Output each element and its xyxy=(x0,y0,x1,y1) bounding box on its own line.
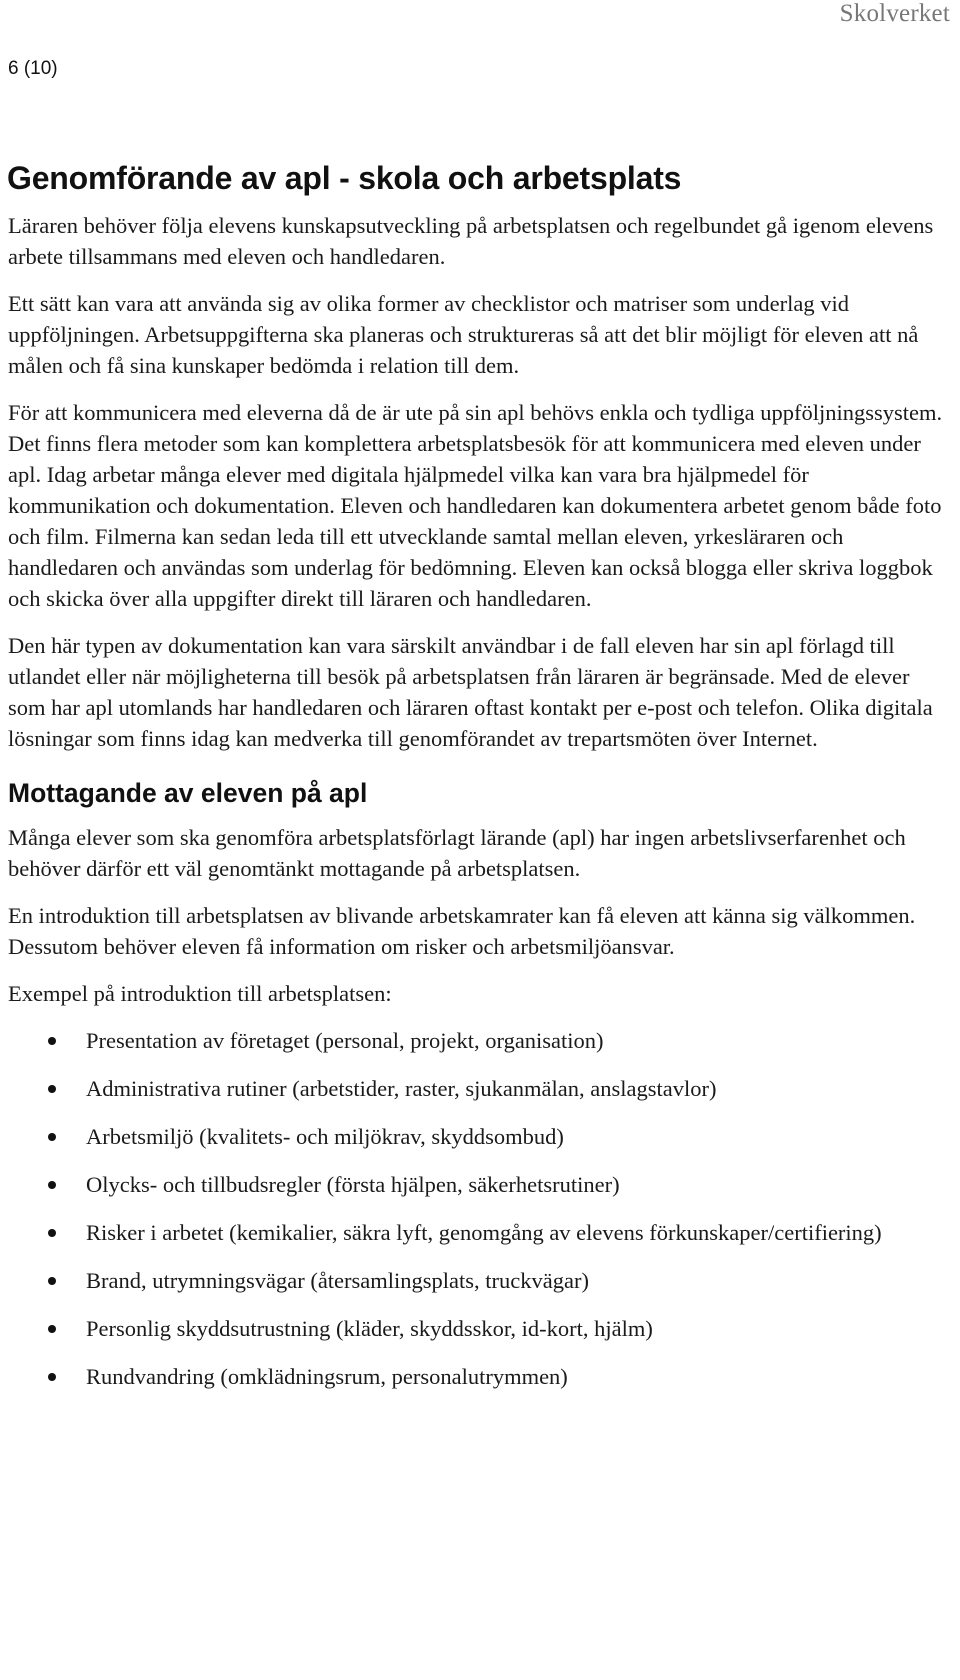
list-item-text: Brand, utrymningsvägar (återsamlingsplats, truckvägar) xyxy=(86,1268,589,1293)
document-body xyxy=(8,210,943,1409)
bullet-icon xyxy=(48,1325,56,1333)
bullet-icon xyxy=(48,1277,56,1285)
list-item xyxy=(8,1025,943,1056)
page-number: 6 (10) xyxy=(8,58,58,79)
paragraph: För att kommunicera med eleverna då de är ute på sin apl behövs enkla och tydliga uppföljningssystem. Det finns flera metoder som kan komplettera arbetsplatsbesök för att kommunicera med eleven under apl. Idag arbetar många elever med digitala hjälpmedel vilka kan vara bra hjälpmedel för kommunikation och dokumentation. Eleven och handledaren kan dokumentera arbetet genom både foto och film. Filmerna kan sedan leda till ett utvecklande samtal mellan eleven, yrkesläraren och handledaren och användas som underlag för bedömning. Eleven kan också blogga eller skriva loggbok och skicka över alla uppgifter direkt till läraren och handledaren. xyxy=(8,400,943,611)
bullet-icon xyxy=(48,1037,56,1045)
list-item xyxy=(8,1121,943,1152)
bullet-icon xyxy=(48,1181,56,1189)
bullet-icon xyxy=(48,1373,56,1381)
section-heading-mottagande: Mottagande av eleven på apl xyxy=(8,778,368,808)
list-item-text: Olycks- och tillbudsregler (första hjälpen, säkerhetsrutiner) xyxy=(86,1172,620,1197)
list-item-text: Rundvandring (omklädningsrum, personalutrymmen) xyxy=(86,1364,568,1389)
section-heading-genomforande: Genomförande av apl - skola och arbetsplats xyxy=(7,160,682,196)
list-item-text: Administrativa rutiner (arbetstider, raster, sjukanmälan, anslagstavlor) xyxy=(86,1076,717,1101)
bullet-icon xyxy=(48,1229,56,1237)
bullet-icon xyxy=(48,1085,56,1093)
list-item xyxy=(8,1217,943,1248)
list-item-text: Personlig skyddsutrustning (kläder, skyddsskor, id-kort, hjälm) xyxy=(86,1316,653,1341)
paragraph: Ett sätt kan vara att använda sig av olika former av checklistor och matriser som underlag vid uppföljningen. Arbetsuppgifterna ska planeras och struktureras så att det blir möjligt för eleven att nå målen och få sina kunskaper bedömda i relation till dem. xyxy=(8,291,919,378)
list-item xyxy=(8,1073,943,1104)
list-item-text: Risker i arbetet (kemikalier, säkra lyft, genomgång av elevens förkunskaper/certifiering) xyxy=(86,1220,882,1245)
list-item xyxy=(8,1313,943,1344)
list-item xyxy=(8,1169,943,1200)
list-item xyxy=(8,1361,943,1392)
paragraph: Läraren behöver följa elevens kunskapsutveckling på arbetsplatsen och regelbundet gå igenom elevens arbete tillsammans med eleven och handledaren. xyxy=(8,213,934,269)
list-item-text: Arbetsmiljö (kvalitets- och miljökrav, skyddsombud) xyxy=(86,1124,564,1149)
paragraph: Den här typen av dokumentation kan vara särskilt användbar i de fall eleven har sin apl förlagd till utlandet eller när möjligheterna till besök på arbetsplatsen från läraren är begränsade. Med de elever som har apl utomlands har handledaren och läraren oftast kontakt per e-post och telefon. Olika digitala lösningar som finns idag kan medverka till genomförandet av trepartsmöten över Internet. xyxy=(8,633,933,751)
list-item-text: Presentation av företaget (personal, projekt, organisation) xyxy=(86,1028,604,1053)
introduction-list xyxy=(8,1025,943,1392)
bullet-icon xyxy=(48,1133,56,1141)
paragraph: Många elever som ska genomföra arbetsplatsförlagt lärande (apl) har ingen arbetslivserfarenhet och behöver därför ett väl genomtänkt mottagande på arbetsplatsen. xyxy=(8,825,906,881)
brand-name: Skolverket xyxy=(839,0,950,27)
list-intro: Exempel på introduktion till arbetsplatsen: xyxy=(8,981,392,1006)
list-item xyxy=(8,1265,943,1296)
paragraph: En introduktion till arbetsplatsen av blivande arbetskamrater kan få eleven att känna sig välkommen. Dessutom behöver eleven få information om risker och arbetsmiljöansvar. xyxy=(8,903,916,959)
